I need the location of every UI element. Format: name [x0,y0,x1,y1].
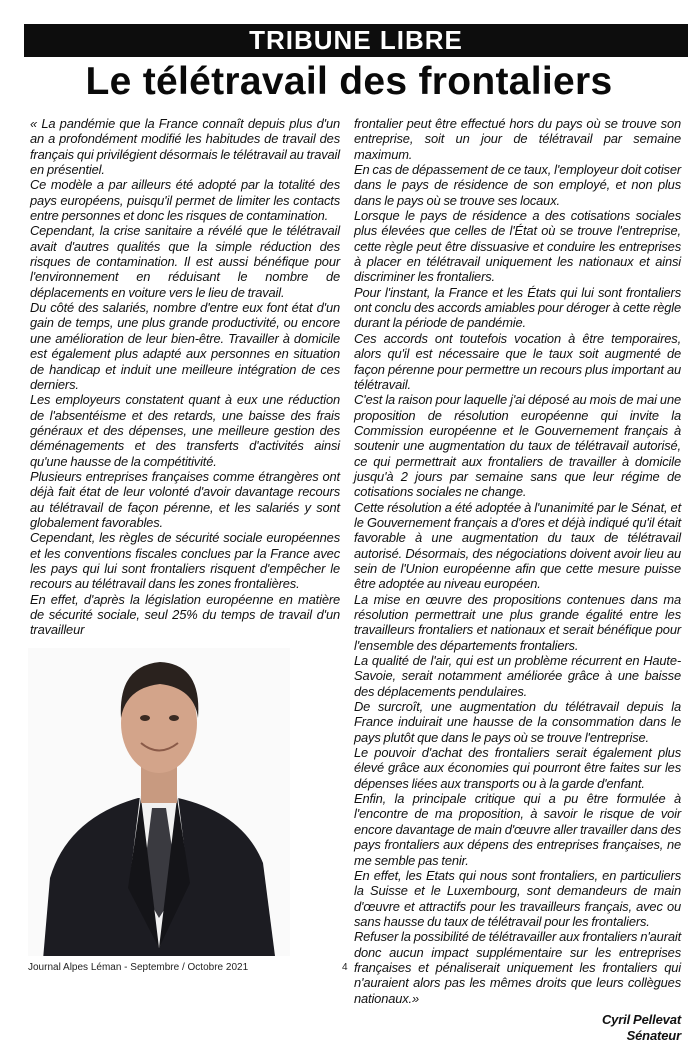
paragraph: Pour l'instant, la France et les États qui lui sont frontaliers ont conclu des accords amiables pour déroger à cette règle durant la période de pandémie. [354,284,681,331]
paragraph: « La pandémie que la France connaît depuis plus d'un an a profondément modifié les habitudes de travail des français qui privilégient désormais le télétravail au travail en présentiel. [30,116,340,178]
paragraph: Lorsque le pays de résidence a des cotisations sociales plus élevées que celles de l'État où se trouve l'entreprise, cette règle peut être dissuasive et conduire les entreprises à placer en télétravail uniquement les nationaux et ainsi discriminer les frontaliers. [354,208,681,285]
paragraph: De surcroît, une augmentation du télétravail depuis la France induirait une hausse de la consommation dans le pays plutôt que dans le pays où se trouve l'entreprise. [354,699,681,745]
paragraph: En effet, les Etats qui nous sont frontaliers, en particuliers la Suisse et le Luxembourg, sont demandeurs de main d'œuvre et attractifs pour les travailleurs français, avec ou sans hausse du taux de télétravail pour les frontaliers. [354,867,681,929]
paragraph: La mise en œuvre des propositions contenues dans ma résolution permettrait une plus grande égalité entre les travailleurs frontaliers et nationaux et serait bénéfique pour l'ensemble des départements frontaliers. [354,591,681,653]
paragraph: En cas de dépassement de ce taux, l'employeur doit cotiser dans le pays de résidence de son employé, et non plus dans le pays où se trouve ses locaux. [354,162,681,208]
paragraph: Refuser la possibilité de télétravailler aux frontaliers n'aurait donc aucun impact supplémentaire sur les entreprises françaises et pénaliserait uniquement les frontaliers qui n'auraient alors pas les mêmes droits que leurs collègues nationaux.» [354,929,681,1006]
signature [354,1012,681,1044]
paragraph: Du côté des salariés, nombre d'entre eux font état d'un gain de temps, une plus grande productivité, ou encore une amélioration de leur bien-être. Travailler à domicile est également plus adapté aux personnes en situation de handicap et induit une meilleure intégration de ces derniers. [30,300,340,392]
paragraph: Cependant, les règles de sécurité sociale européennes et les conventions fiscales conclues par la France avec les pays qui lui sont frontaliers risquent d'empêcher le recours au télétravail dans les zones frontalières. [30,530,340,592]
section-label: TRIBUNE LIBRE [249,25,463,55]
section-banner [24,24,688,57]
paragraph: Plusieurs entreprises françaises comme étrangères ont déjà fait état de leur volonté d'avoir davantage recours au télétravail de façon pérenne, et les salariés y sont globalement favorables. [30,468,340,530]
author-name: Cyril Pellevat [601,1011,681,1027]
paragraph: Cette résolution a été adoptée à l'unanimité par le Sénat, et le Gouvernement français a d'ores et déjà indiqué qu'il était favorable à une augmentation du taux de télétravail autorisé. Désormais, des négociations doivent avoir lieu au sein de l'Union européenne afin que cette mesure puisse être adoptée au niveau européen. [354,499,681,592]
paragraph: Le pouvoir d'achat des frontaliers serait également plus élevé grâce aux économies qui pourront être faites sur les dépenses liées aux transports ou à la garde d'enfant. [354,745,681,791]
paragraph: En effet, d'après la législation européenne en matière de sécurité sociale, seul 25% du temps de travail d'un travailleur [30,591,340,638]
article-title: Le télétravail des frontaliers [85,60,613,103]
left-column [30,116,340,956]
right-column [354,116,681,1044]
paragraph: C'est la raison pour laquelle j'ai déposé au mois de mai une proposition de résolution européenne qui invite la Commission européenne et le Gouvernement français à soutenir une augmentation du taux de télétravail autorisé, ce qui permettrait aux frontaliers de travailler à domicile jusqu'à 2 jours par semaine sans que leur régime de cotisations sociales ne change. [354,392,681,500]
paragraph: La qualité de l'air, qui est un problème récurrent en Haute-Savoie, serait notamment améliorée grâce à une baisse des déplacements pendulaires. [354,653,681,699]
paragraph: Enfin, la principale critique qui a pu être formulée à l'encontre de ma proposition, à savoir le risque de voir encore davantage de main d'œuvre aller travailler dans des pays frontaliers aux dépens des entreprises françaises, ne me semble pas tenir. [354,791,681,868]
left-column-text [30,116,340,638]
author-role: Sénateur [626,1027,681,1043]
paragraph: Ces accords ont toutefois vocation à être temporaires, alors qu'il est nécessaire que le taux soit augmenté de façon pérenne pour permettre un recours plus important au télétravail. [354,330,681,392]
paragraph: Ce modèle a par ailleurs été adopté par la totalité des pays européens, puisqu'il permet de limiter les contacts entre personnes et donc les risques de contamination. [30,177,340,224]
publication-footer: Journal Alpes Léman - Septembre / Octobre 2021 [28,962,249,973]
paragraph: frontalier peut être effectué hors du pays où se trouve son entreprise, soit un jour de télétravail par semaine maximum. [354,116,681,162]
paragraph: Cependant, la crise sanitaire a révélé que le télétravail avait d'autres qualités que la simple réduction des risques de contamination. Il est aussi bénéfique pour l'environnement en réduisant le nombre de déplacements en voiture vers le lieu de travail. [30,223,340,300]
author-portrait [28,648,290,956]
page-number: 4 [342,962,348,973]
paragraph: Les employeurs constatent quant à eux une réduction de l'absentéisme et des retards, une baisse des frais généraux et des dépenses, une meilleure gestion des déménagements et des transferts d'activités ainsi qu'une hausse de la compétitivité. [30,392,340,469]
